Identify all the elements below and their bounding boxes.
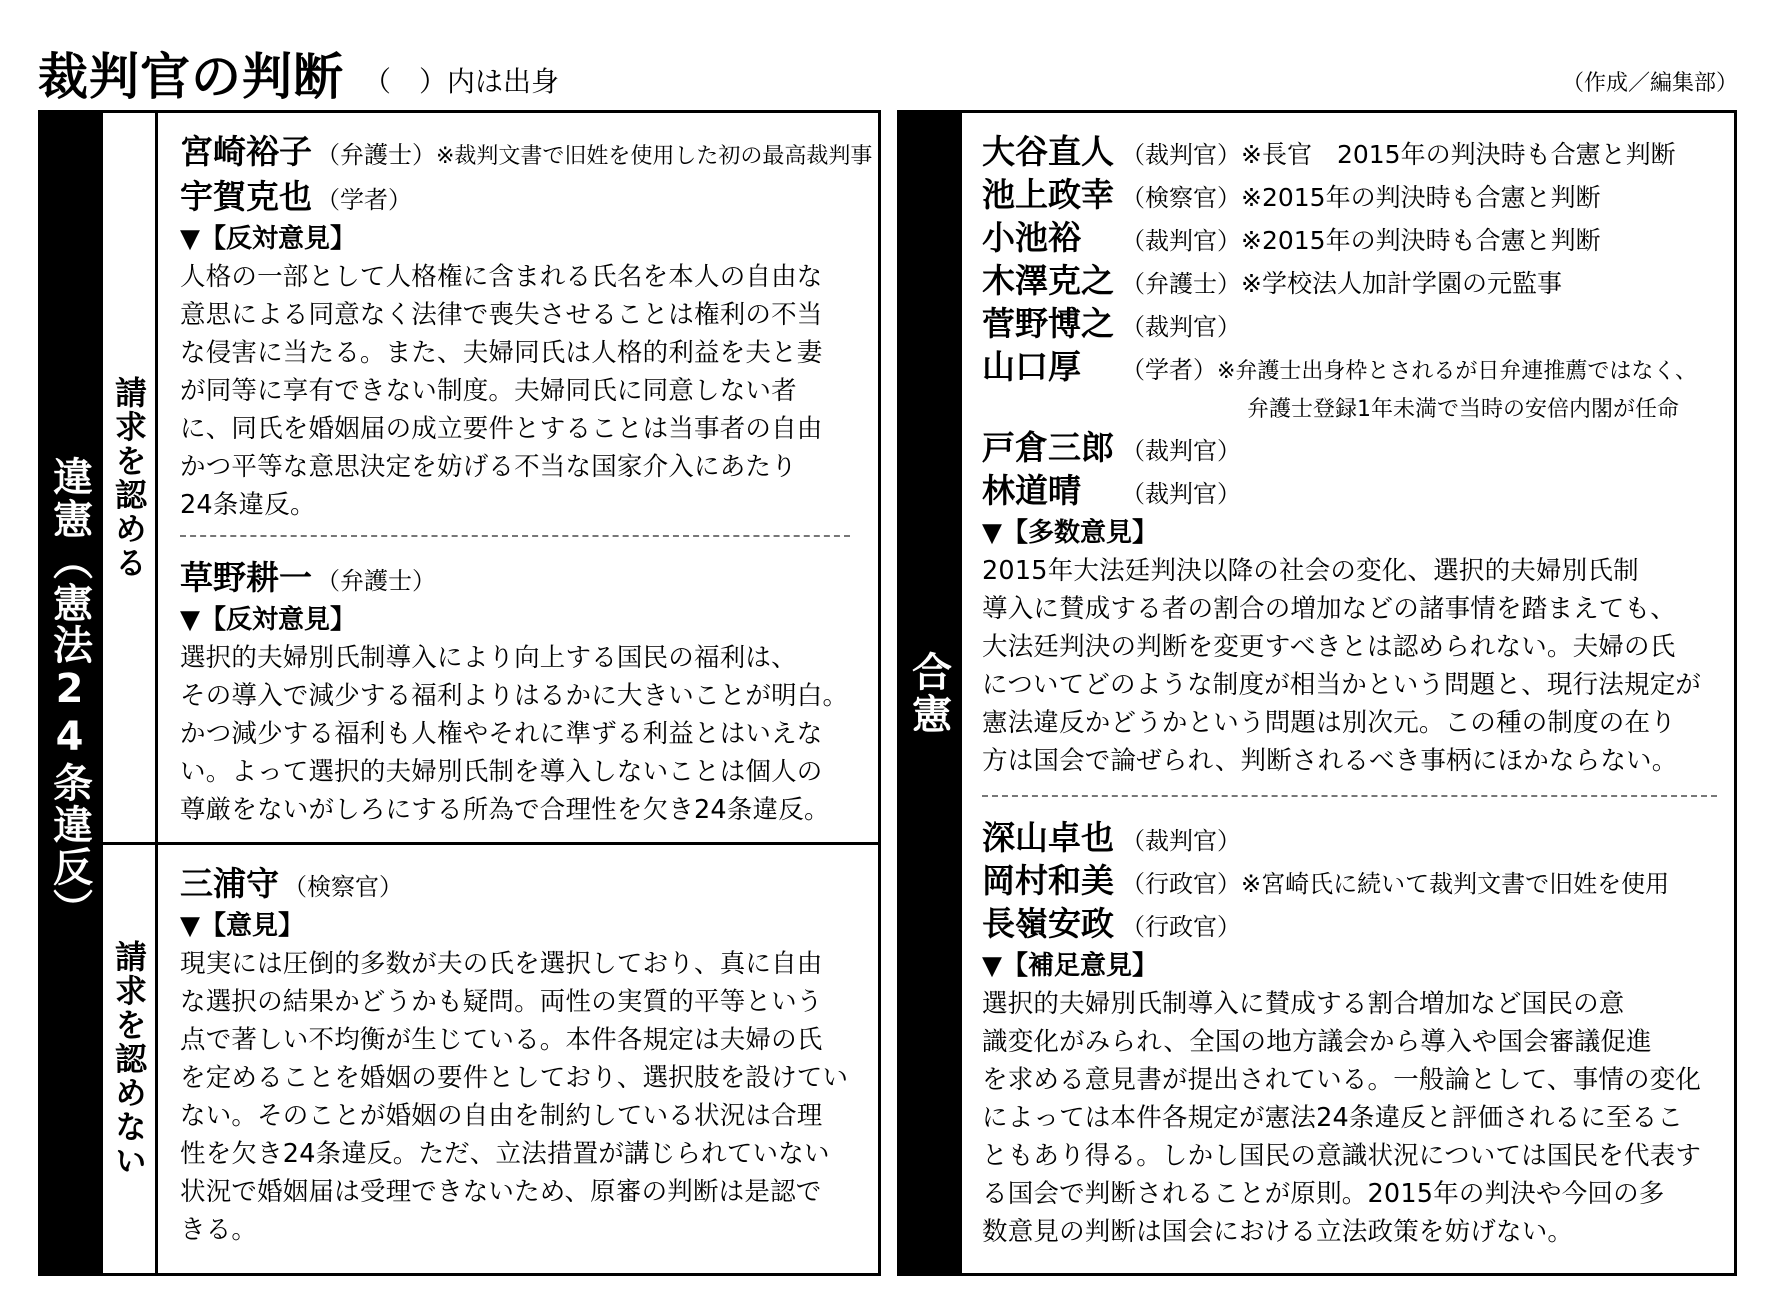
text-line: 現実には圧倒的多数が夫の氏を選択しており、真に自由 (180, 949, 823, 979)
judge-entry (982, 818, 1732, 861)
text-line: 識変化がみられ、全国の地方議会から導入や国会審議促進 (982, 1027, 1652, 1057)
text-line: 導入に賛成する者の割合の増加などの諸事情を踏まえても、 (982, 594, 1676, 624)
judge-name: 宇賀克也 (180, 177, 312, 216)
text-line: についてどのような制度が相当かという問題と、現行法規定が (982, 670, 1702, 700)
judge-role: （検察官） (283, 873, 403, 901)
text-line: 大法廷判決の判断を変更すべきとは認められない。夫婦の氏 (982, 632, 1676, 662)
judge-entry (180, 864, 870, 907)
judge-entry (180, 558, 870, 601)
judge-role: （裁判官） (1121, 827, 1241, 855)
opinion-label: ▼【補足意見】 (982, 951, 1158, 981)
judge-name: 大谷直人 (982, 132, 1114, 171)
upper-left-content (180, 132, 873, 524)
judge-entry (982, 471, 1732, 514)
text-line: 意思による同意なく法律で喪失させることは権利の不当 (180, 300, 823, 330)
judge-note: ※宮崎氏に続いて裁判文書で旧姓を使用 (1241, 870, 1670, 898)
opinion-label: ▼【反対意見】 (180, 224, 356, 254)
judge-name: 宮崎裕子 (180, 132, 312, 171)
judge-note: ※長官 2015年の判決時も合憲と判断 (1241, 140, 1676, 169)
judge-role: （裁判官） (1121, 437, 1241, 465)
left-band-label: 違憲（憲法24条違反） (46, 456, 93, 930)
judge-role: （弁護士） (316, 567, 436, 595)
text-line: 2015年大法廷判決以降の社会の変化、選択的夫婦別氏制 (982, 556, 1639, 586)
text-line: きる。 (180, 1215, 258, 1245)
opinion-text (180, 258, 870, 524)
judge-entry (982, 861, 1732, 904)
upper-left-content-2 (180, 558, 870, 829)
text-line: かつ平等な意思決定を妨げる不当な国家介入にあたり (180, 452, 797, 482)
judge-name: 三浦守 (180, 864, 279, 903)
judge-note-continued: 弁護士登録1年未満で当時の安倍内閣が任命 (1247, 397, 1679, 422)
page-subtitle: （ ）内は出身 (363, 65, 560, 98)
judge-entry (982, 428, 1732, 471)
judge-role: （学者） (316, 186, 412, 214)
judge-name: 戸倉三郎 (982, 428, 1114, 467)
text-line: 選択的夫婦別氏制導入に賛成する割合増加など国民の意 (982, 989, 1625, 1019)
judge-entry (982, 304, 1732, 347)
text-line: 数意見の判断は国会における立法政策を妨げない。 (982, 1217, 1574, 1247)
lower-left-content (180, 864, 870, 1249)
text-line: に、同氏を婚姻届の成立要件とすることは当事者の自由 (180, 414, 823, 444)
judge-role: （弁護士） (1121, 270, 1241, 298)
judge-role: （裁判官） (1121, 227, 1241, 255)
judge-entry (982, 904, 1732, 947)
left-band-unconstitutional (38, 110, 102, 1276)
opinion-label: ▼【意見】 (180, 911, 304, 941)
text-line: 24条違反。 (180, 490, 316, 520)
opinion-label: ▼【多数意見】 (982, 518, 1158, 548)
text-line: ない。そのことが婚姻の自由を制約している状況は合理 (180, 1101, 823, 1131)
credit: （作成／編集部） (1561, 71, 1738, 96)
text-line: によっては本件各規定が憲法24条違反と評価されるに至るこ (982, 1103, 1684, 1133)
judge-entry (982, 261, 1732, 304)
text-line: 性を欠き24条違反。ただ、立法措置が講じられていない (180, 1139, 830, 1169)
text-line: 方は国会で論ぜられ、判断されるべき事柄にほかならない。 (982, 746, 1678, 776)
opinion-text (982, 985, 1732, 1251)
text-line: を求める意見書が提出されている。一般論として、事情の変化 (982, 1065, 1702, 1095)
text-line: 憲法違反かどうかという問題は別次元。この種の制度の在り (982, 708, 1676, 738)
left-section-divider (100, 842, 881, 845)
judge-role: （行政官） (1121, 913, 1241, 941)
judge-role: （裁判官） (1121, 141, 1241, 169)
judge-entry (982, 218, 1732, 261)
text-line: 状況で婚姻届は受理できないため、原審の判断は是認で (180, 1177, 822, 1207)
opinion-text (982, 552, 1732, 780)
judge-role: （行政官） (1121, 870, 1241, 898)
text-line: ともあり得る。しかし国民の意識状況については国民を代表す (982, 1141, 1702, 1171)
header (38, 42, 1738, 112)
judge-role: （学者） (1121, 356, 1217, 384)
judge-role: （弁護士） (316, 141, 436, 169)
divider-dashed (180, 535, 850, 537)
right-band-constitutional (897, 110, 961, 1276)
text-line: い。よって選択的夫婦別氏制を導入しないことは個人の (180, 757, 823, 787)
judge-name: 小池裕 (982, 218, 1081, 257)
text-line: 選択的夫婦別氏制導入により向上する国民の福利は、 (180, 643, 797, 673)
judge-entry (982, 175, 1732, 218)
judge-name: 岡村和美 (982, 861, 1114, 900)
judge-name: 長嶺安政 (982, 904, 1114, 943)
left-label-divider (155, 110, 158, 1276)
lower-section-label: 請求を認めない (110, 940, 148, 1178)
text-line: が同等に享有できない制度。夫婦同氏に同意しない者 (180, 376, 797, 406)
text-line: る国会で判断されることが原則。2015年の判決や今回の多 (982, 1179, 1665, 1209)
judge-note: ※2015年の判決時も合憲と判断 (1241, 183, 1601, 212)
text-line: 点で著しい不均衡が生じている。本件各規定は夫婦の氏 (180, 1025, 823, 1055)
judge-entry (982, 347, 1732, 392)
right-band-label: 合憲 (905, 651, 952, 735)
judge-note: ※裁判文書で旧姓を使用した初の最高裁判事 (436, 144, 873, 169)
judge-entry (982, 132, 1732, 175)
judge-role: （裁判官） (1121, 480, 1241, 508)
text-line: な選択の結果かどうかも疑問。両性の実質的平等という (180, 987, 823, 1017)
text-line: その導入で減少する福利よりはるかに大きいことが明白。 (180, 681, 849, 711)
opinion-text (180, 945, 870, 1249)
right-content (982, 132, 1732, 780)
judge-note: ※2015年の判決時も合憲と判断 (1241, 226, 1601, 255)
judge-entry (180, 177, 870, 220)
right-content-2 (982, 818, 1732, 1251)
judge-name: 林道晴 (982, 471, 1081, 510)
opinion-text (180, 639, 870, 829)
judge-note: ※学校法人加計学園の元監事 (1241, 269, 1562, 298)
judge-name: 山口厚 (982, 347, 1081, 386)
judge-name: 木澤克之 (982, 261, 1114, 300)
judge-name: 深山卓也 (982, 818, 1114, 857)
judge-role: （検察官） (1121, 184, 1241, 212)
text-line: かつ減少する福利も人権やそれに準ずる利益とはいえな (180, 719, 823, 749)
judge-name: 菅野博之 (982, 304, 1114, 343)
text-line: な侵害に当たる。また、夫婦同氏は人格的利益を夫と妻 (180, 338, 823, 368)
text-line: 人格の一部として人格権に含まれる氏名を本人の自由な (180, 262, 823, 292)
judge-role: （裁判官） (1121, 313, 1241, 341)
page-title: 裁判官の判断 (38, 48, 344, 106)
opinion-label: ▼【反対意見】 (180, 605, 356, 635)
judge-note: ※弁護士出身枠とされるが日弁連推薦ではなく、 (1217, 359, 1697, 384)
judge-name: 池上政幸 (982, 175, 1114, 214)
text-line: を定めることを婚姻の要件としており、選択肢を設けてい (180, 1063, 849, 1093)
text-line: 尊厳をないがしろにする所為で合理性を欠き24条違反。 (180, 795, 830, 825)
judge-entry (180, 132, 873, 177)
divider-dashed (982, 795, 1717, 797)
judge-name: 草野耕一 (180, 558, 312, 597)
upper-section-label: 請求を認める (110, 375, 148, 580)
